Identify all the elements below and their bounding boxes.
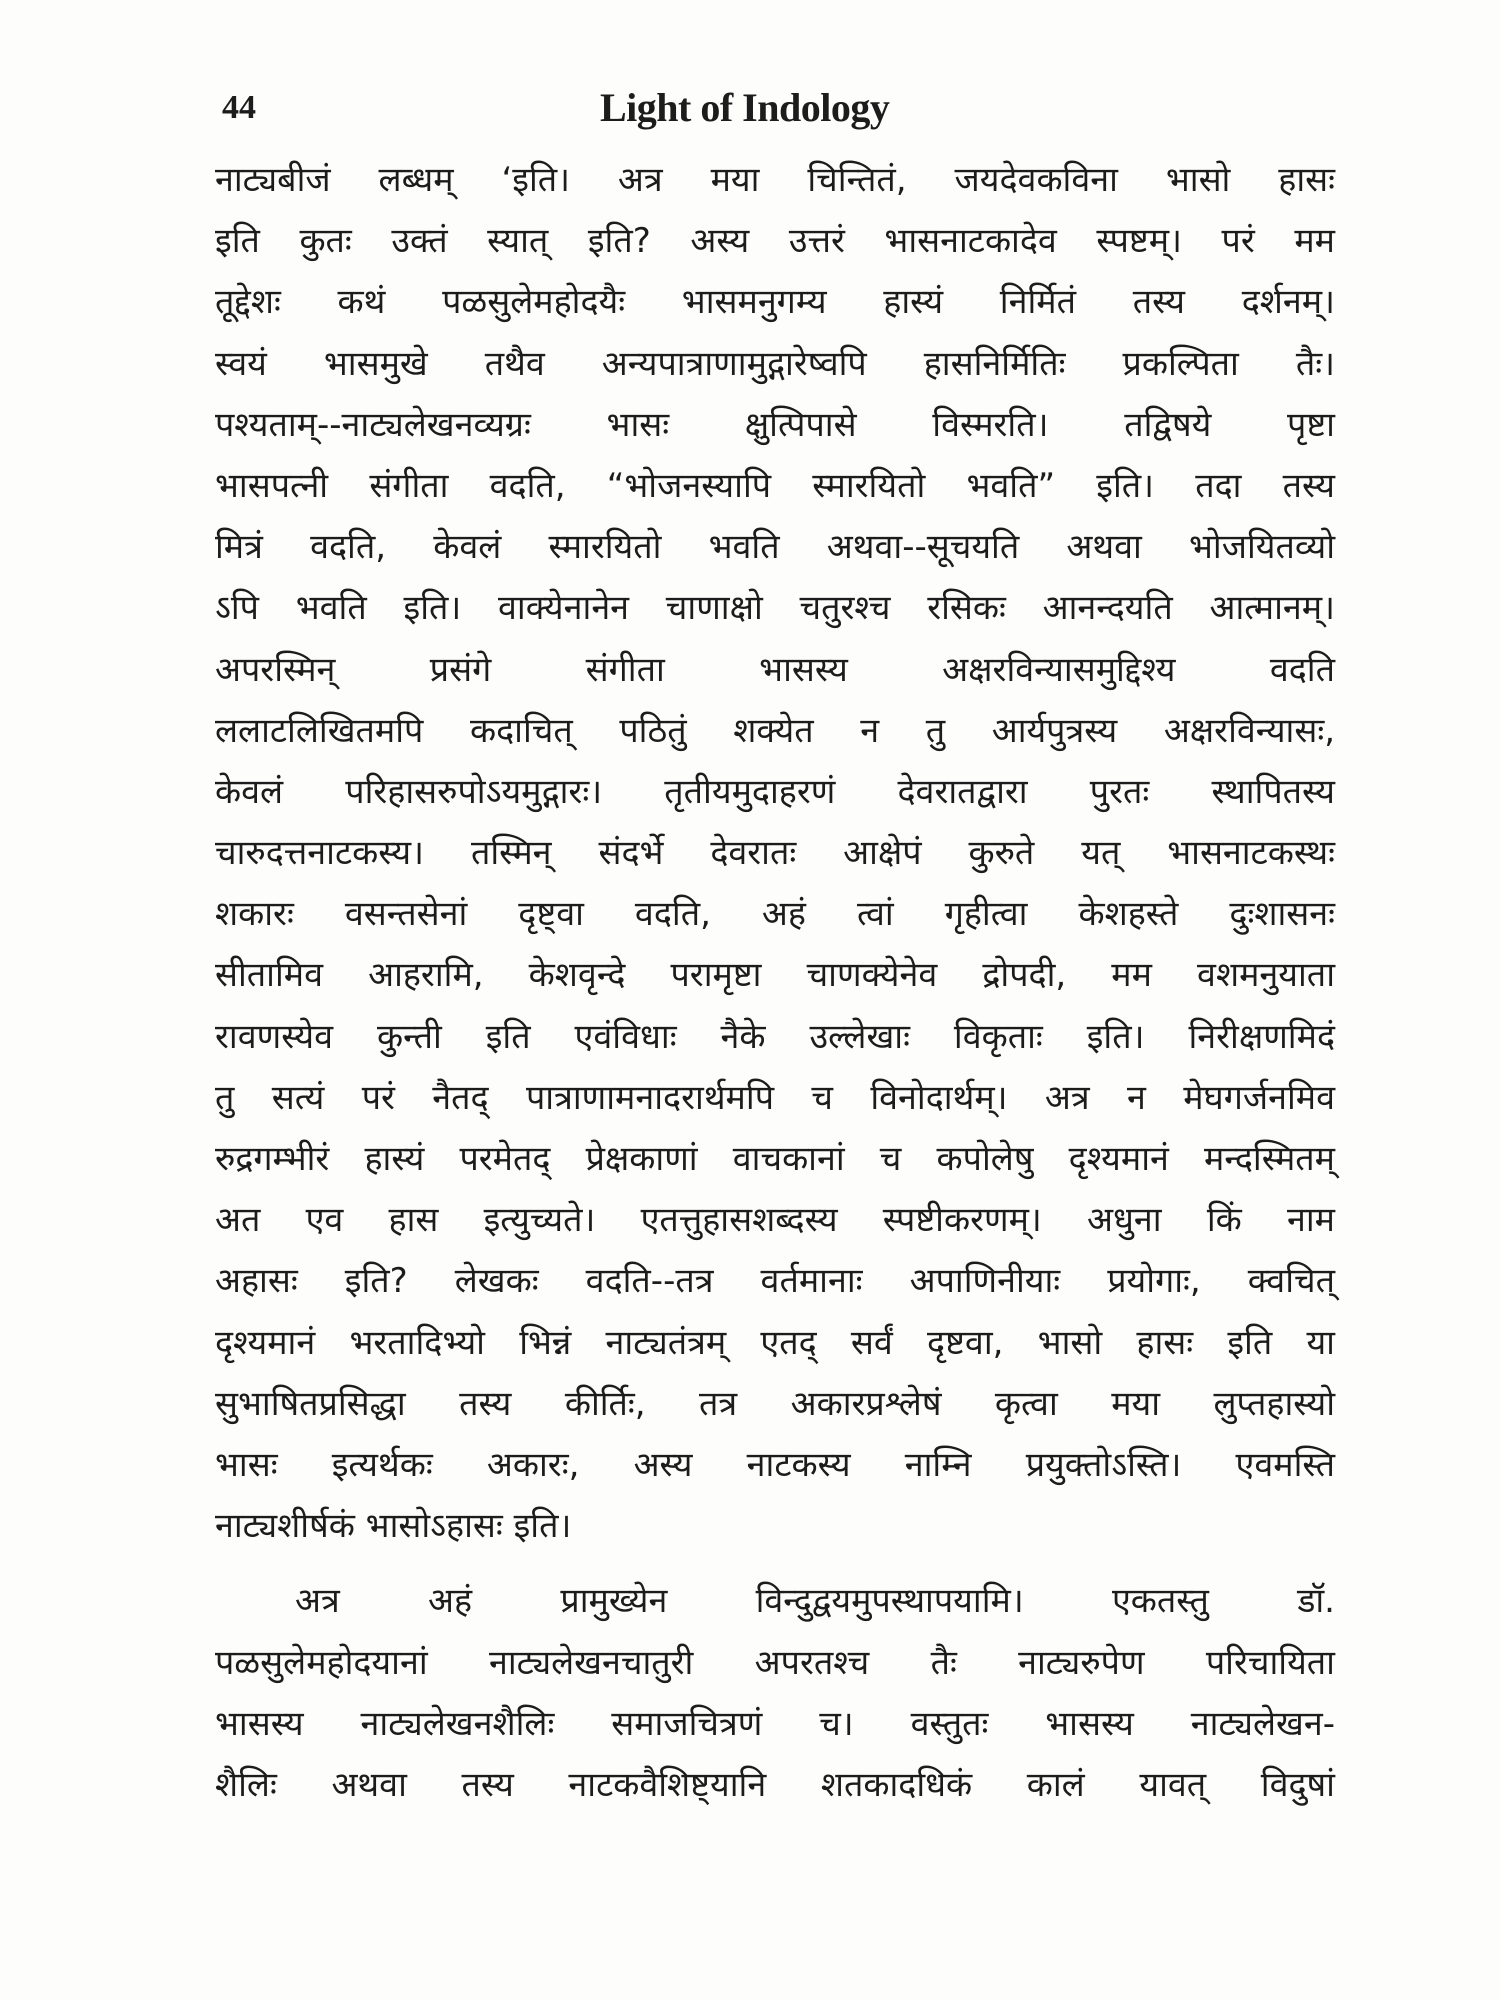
text-line: अत एव हास इत्युच्यते। एतत्तुहासशब्दस्य स्पष्टीकरणम्। अधुना किं नाम — [215, 1200, 1335, 1241]
text-line: तूद्देशः कथं पळसुलेमहोदयैः भासमनुगम्य हास्यं निर्मितं तस्य दर्शनम्। — [215, 282, 1335, 323]
paragraph-spacing — [215, 1557, 1335, 1571]
text-line: केवलं परिहासरुपोऽयमुद्गारः। तृतीयमुदाहरणं देवरातद्वारा पुरतः स्थापितस्य — [215, 771, 1335, 812]
paragraph-2 — [215, 1571, 1335, 1816]
text-line: भासपत्नी संगीता वदति, “भोजनस्यापि स्मारयितो भवति” इति। तदा तस्य — [215, 465, 1335, 506]
text-line: चारुदत्तनाटकस्य। तस्मिन् संदर्भे देवरातः आक्षेपं कुरुते यत् भासनाटकस्थः — [215, 833, 1335, 874]
text-line: इति कुतः उक्तं स्यात् इति? अस्य उत्तरं भासनाटकादेव स्पष्टम्। परं मम — [215, 221, 1335, 262]
text-line: नाट्यशीर्षकं भासोऽहासः इति। — [215, 1506, 572, 1547]
text-line: सुभाषितप्रसिद्धा तस्य कीर्तिः, तत्र अकारप्रश्लेषं कृत्वा मया लुप्तहास्यो — [215, 1383, 1335, 1424]
text-line: नाट्यबीजं लब्धम् ‘इति। अत्र मया चिन्तितं, जयदेवकविना भासो हासः — [215, 160, 1335, 200]
text-line: दृश्यमानं भरतादिभ्यो भिन्नं नाट्यतंत्रम् एतद् सर्वं दृष्टवा, भासो हासः इति या — [215, 1322, 1335, 1363]
text-line: ललाटलिखितमपि कदाचित् पठितुं शक्येत न तु आर्यपुत्रस्य अक्षरविन्यासः, — [215, 710, 1335, 751]
text-line: अत्र अहं प्रामुख्येन विन्दुद्वयमुपस्थापयामि। एकतस्तु डॉ. — [295, 1581, 1335, 1622]
text-line: स्वयं भासमुखे तथैव अन्यपात्राणामुद्गारेष्वपि हासनिर्मितिः प्रकल्पिता तैः। — [215, 343, 1335, 384]
text-line: भासः इत्यर्थकः अकारः, अस्य नाटकस्य नाम्नि प्रयुक्तोऽस्ति। एवमस्ति — [215, 1444, 1335, 1485]
text-line: मित्रं वदति, केवलं स्मारयितो भवति अथवा--सूचयति अथवा भोजयितव्यो — [215, 527, 1335, 568]
running-title: Light of Indology — [600, 85, 890, 130]
text-line: रावणस्येव कुन्ती इति एवंविधाः नैके उल्लेखाः विकृताः इति। निरीक्षणमिदं — [215, 1016, 1335, 1057]
text-line: ऽपि भवति इति। वाक्येनानेन चाणाक्षो चतुरश्च रसिकः आनन्दयति आत्मानम्। — [215, 588, 1335, 629]
text-line: अपरस्मिन् प्रसंगे संगीता भासस्य अक्षरविन्यासमुद्दिश्य वदति — [215, 649, 1335, 690]
text-line: अहासः इति? लेखकः वदति--तत्र वर्तमानाः अपाणिनीयाः प्रयोगाः, क्वचित् — [215, 1261, 1335, 1302]
body-text — [215, 150, 1335, 1816]
text-line: रुद्रगम्भीरं हास्यं परमेतद् प्रेक्षकाणां वाचकानां च कपोलेषु दृश्यमानं मन्दस्मितम् — [215, 1139, 1335, 1179]
text-line: भासस्य नाट्यलेखनशैलिः समाजचित्रणं च। वस्तुतः भासस्य नाट्यलेखन- — [215, 1703, 1335, 1744]
text-line: पळसुलेमहोदयानां नाट्यलेखनचातुरी अपरतश्च तैः नाट्यरुपेण परिचायिता — [215, 1642, 1335, 1683]
text-line: सीतामिव आहरामि, केशवृन्दे परामृष्टा चाणक्येनेव द्रोपदी, मम वशमनुयाता — [215, 955, 1335, 996]
text-line: पश्यताम्--नाट्यलेखनव्यग्रः भासः क्षुत्पिपासे विस्मरति। तद्विषये पृष्टा — [215, 404, 1335, 445]
text-line: शैलिः अथवा तस्य नाटकवैशिष्ट्यानि शतकादधिकं कालं यावत् विदुषां — [215, 1764, 1335, 1805]
text-line: शकारः वसन्तसेनां दृष्ट्वा वदति, अहं त्वां गृहीत्वा केशहस्ते दुःशासनः — [215, 894, 1335, 935]
text-line: तु सत्यं परं नैतद् पात्राणामनादरार्थमपि च विनोदार्थम्। अत्र न मेघगर्जनमिव — [215, 1077, 1335, 1118]
page-number: 44 — [222, 89, 256, 126]
paragraph-1 — [215, 150, 1335, 1557]
